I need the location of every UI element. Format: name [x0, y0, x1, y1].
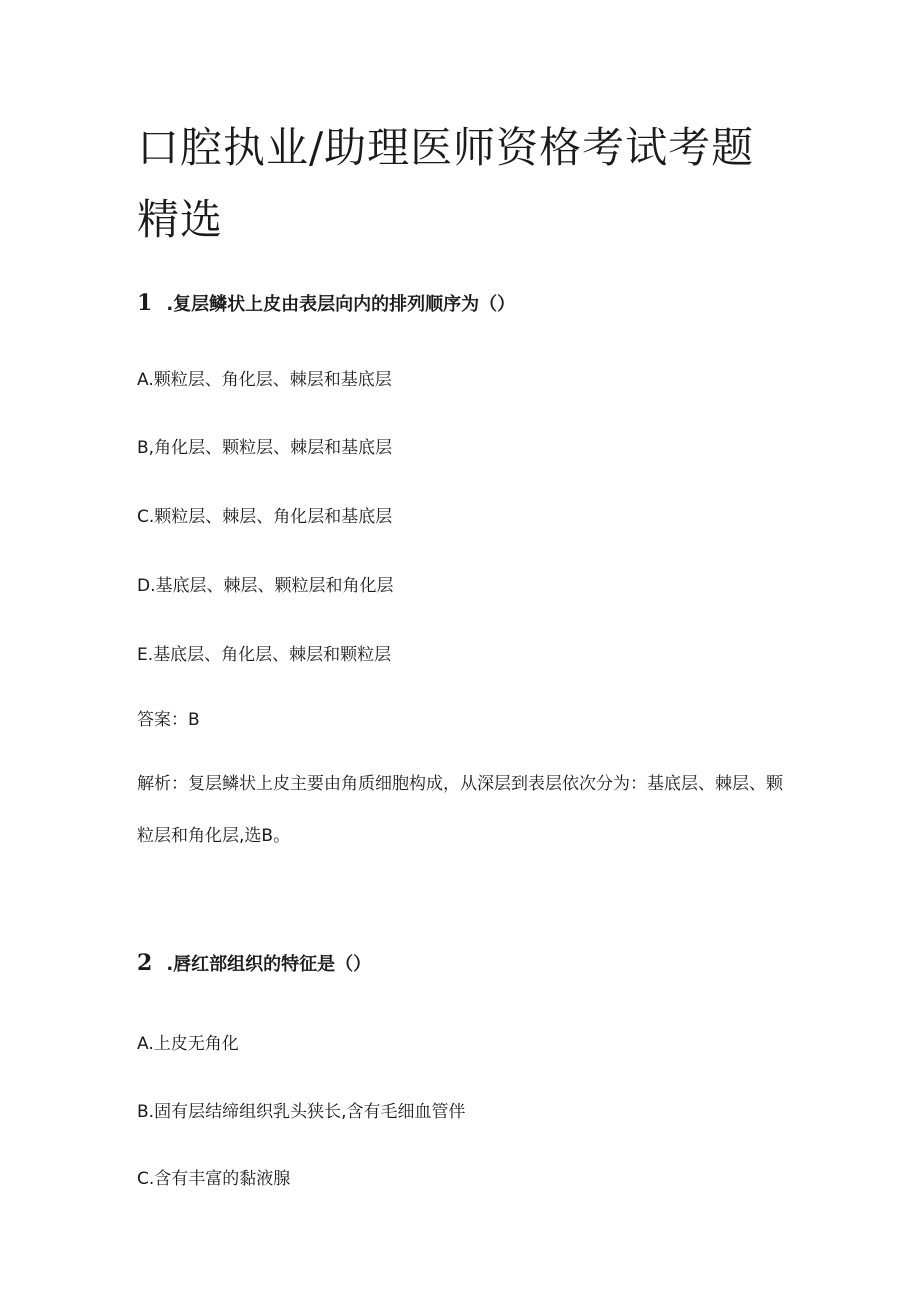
- question-1-answer: 答案：B: [137, 710, 200, 730]
- question-1-number: 1: [137, 290, 153, 316]
- question-2-stem: .唇红部组织的特征是（）: [166, 954, 372, 975]
- question-2-option-b: B.固有层结缔组织乳头狭长,含有毛细血管伴: [137, 1102, 466, 1122]
- question-2-option-c: C.含有丰富的黏液腺: [137, 1169, 291, 1189]
- question-1-stem: .复层鳞状上皮由表层向内的排列顺序为（）: [166, 294, 516, 315]
- question-1-option-e: E.基底层、角化层、棘层和颗粒层: [137, 645, 392, 665]
- question-1-heading: [137, 290, 515, 316]
- question-1-analysis: 解析：复层鳞状上皮主要由角质细胞构成，从深层到表层依次分为：基底层、棘层、颗粒层和角化层,选B。: [137, 774, 783, 846]
- document-title: 口腔执业/助理医师资格考试考题精选: [137, 123, 755, 244]
- question-1-option-d: D.基底层、棘层、颗粒层和角化层: [137, 576, 394, 596]
- question-2-number: 2: [137, 950, 153, 976]
- question-1-option-c: C.颗粒层、棘层、角化层和基底层: [137, 507, 393, 527]
- question-1-option-b: B,角化层、颗粒层、棘层和基底层: [137, 438, 393, 458]
- question-1-option-a: A.颗粒层、角化层、棘层和基底层: [137, 370, 392, 390]
- question-2-option-a: A.上皮无角化: [137, 1034, 239, 1054]
- question-2-heading: [137, 950, 371, 976]
